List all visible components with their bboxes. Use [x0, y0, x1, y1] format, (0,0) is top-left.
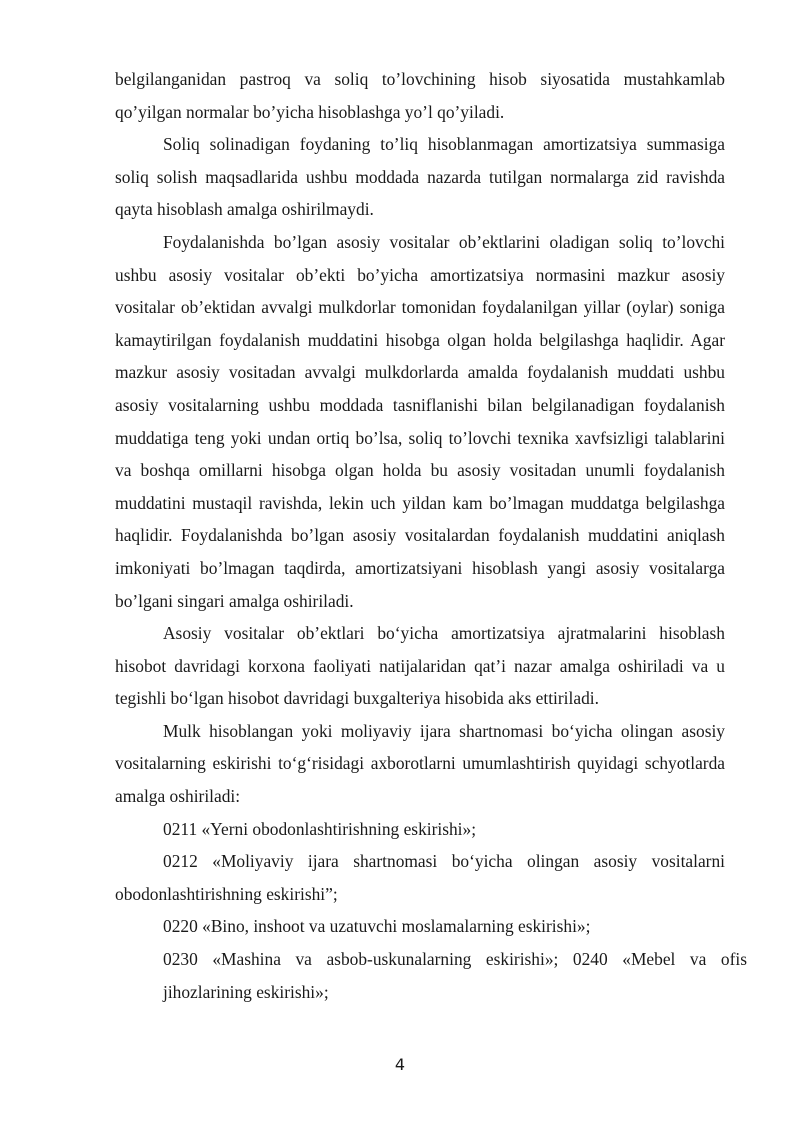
paragraph: Soliq solinadigan foydaning to’liq hisoblanmagan amortizatsiya summasiga soliq solish maqsadlarida ushbu moddada nazarda tutilgan normalarga zid ravishda qayta hisoblash amalga oshirilmaydi. — [115, 134, 725, 220]
paragraph: Asosiy vositalar ob’ektlari bo‘yicha amortizatsiya ajratmalarini hisoblash hisobot davridagi korxona faoliyati natijalaridan qat’i nazar amalga oshiriladi va u tegishli bo‘lgan hisobot davridagi buxgalteriya hisobida aks ettiriladi. — [115, 623, 725, 709]
paragraph: belgilanganidan pastroq va soliq to’lovchining hisob siyosatida mustahkamlab qo’yilgan normalar bo’yicha hisoblashga yo’l qo’yiladi. — [115, 69, 725, 122]
account-list-item: 0220 «Bino, inshoot va uzatuvchi moslamalarning eskirishi»; — [163, 916, 591, 937]
paragraph: Foydalanishda bo’lgan asosiy vositalar ob’ektlarini oladigan soliq to’lovchi ushbu asosiy vositalar ob’ekti bo’yicha amortizatsiya normasini mazkur asosiy vositalar ob’ektidan avvalgi mulkdorlar tomonidan foydalanilgan yillar (oylar) soniga kamaytirilgan foydalanish muddatini hisobga olgan holda belgilashga haqlidir. Agar mazkur asosiy vositadan avvalgi mulkdorlarda amalda foydalanish muddati ushbu asosiy vositalarning ushbu moddada tasniflanishi bilan belgilanadigan foydalanish muddatiga teng yoki undan ortiq bo’lsa, soliq to’lovchi texnika xavfsizligi talablarini va boshqa omillarni hisobga olgan holda bu asosiy vositadan unumli foydalanish muddatini mustaqil ravishda, lekin uch yildan kam bo’lmagan muddatga belgilashga haqlidir. Foydalanishda bo’lgan asosiy vositalardan foydalanish muddatini aniqlash imkoniyati bo’lmagan taqdirda, amortizatsiyani hisoblash yangi asosiy vositalarga bo’lgani singari amalga oshiriladi. — [115, 231, 725, 611]
account-list-item: 0230 «Mashina va asbob-uskunalarning eskirishi»; 0240 «Mebel va ofis jihozlarining eskirishi»; — [163, 949, 747, 1002]
account-list-item: 0212 «Moliyaviy ijara shartnomasi bo‘yicha olingan asosiy vositalarni obodonlashtirishning eskirishi”; — [115, 851, 725, 904]
paragraph: Mulk hisoblangan yoki moliyaviy ijara shartnomasi bo‘yicha olingan asosiy vositalarning eskirishi to‘g‘risidagi axborotlarni umumlashtirish quyidagi schyotlarda amalga oshiriladi: — [115, 720, 725, 807]
body-text — [115, 63, 747, 1008]
page-number: 4 — [394, 1055, 406, 1074]
account-list-item: 0211 «Yerni obodonlashtirishning eskirishi»; — [163, 818, 477, 839]
